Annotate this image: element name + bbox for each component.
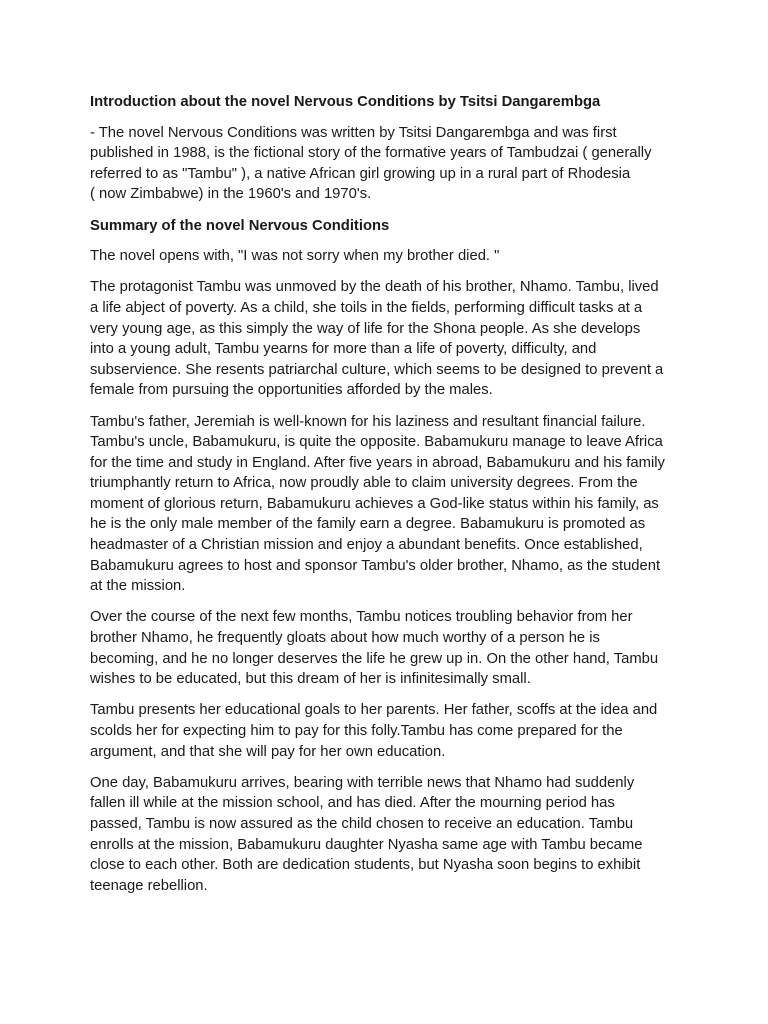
summary-heading: Summary of the novel Nervous Conditions xyxy=(90,217,390,234)
summary-paragraph-nhamo: Over the course of the next few months, Tambu notices troubling behavior from her brother Nhamo, he frequently gloats about how much worthy of a person he is becoming, and he no longer deserves the life he grew up in. On the other hand, Tambu wishes to be educated, but this dream of her is infinitesimally small. xyxy=(90,609,659,688)
intro-paragraph: - The novel Nervous Conditions was written by Tsitsi Dangarembga and was first published in 1988, is the fictional story of the formative years of Tambudzai ( generally referred to as "Tambu" ), a native African girl growing up in a rural part of Rhodesia ( now Zimbabwe) in the 1960's and 1970's. xyxy=(90,124,652,203)
summary-paragraph-protagonist: The protagonist Tambu was unmoved by the death of his brother, Nhamo. Tambu, lived a life abject of poverty. As a child, she toils in the fields, performing difficult tasks at a very young age, as this simply the way of life for the Shona people. As she develops into a young adult, Tambu yearns for more than a life of poverty, difficulty, and subservience. She resents patriarchal culture, which seems to be designed to prevent a female from pursuing the opportunities afforded by the males. xyxy=(90,279,664,399)
summary-paragraph-mission: One day, Babamukuru arrives, bearing with terrible news that Nhamo had suddenly fallen ill while at the mission school, and has died. After the mourning period has passed, Tambu is now assured as the child chosen to receive an education. Tambu enrolls at the mission, Babamukuru daughter Nyasha same age with Tambu became close to each other. Both are dedication students, but Nyasha soon begins to exhibit teenage rebellion. xyxy=(90,774,643,894)
intro-heading: Introduction about the novel Nervous Conditions by Tsitsi Dangarembga xyxy=(90,94,601,110)
summary-paragraph-opening: The novel opens with, "I was not sorry when my brother died. " xyxy=(90,248,500,265)
summary-paragraph-family: Tambu's father, Jeremiah is well-known for his laziness and resultant financial failure. Tambu's uncle, Babamukuru, is quite the opposite. Babamukuru manage to leave Africa for the time and study in England. After five years in abroad, Babamukuru and his family triumphantly return to Africa, now proudly able to claim university degrees. From the moment of glorious return, Babamukuru achieves a God-like status within his family, as he is the only male member of the family earn a degree. Babamukuru is promoted as headmaster of a Christian mission and enjoy a abundant benefits. Once established, Babamukuru agrees to host and sponsor Tambu's older brother, Nhamo, as the student at the mission. xyxy=(90,413,665,595)
summary-paragraph-education-goals: Tambu presents her educational goals to her parents. Her father, scoffs at the idea and scolds her for expecting him to pay for this folly.Tambu has come prepared for the argument, and that she will pay for her own education. xyxy=(90,702,658,760)
document-body xyxy=(90,92,690,907)
